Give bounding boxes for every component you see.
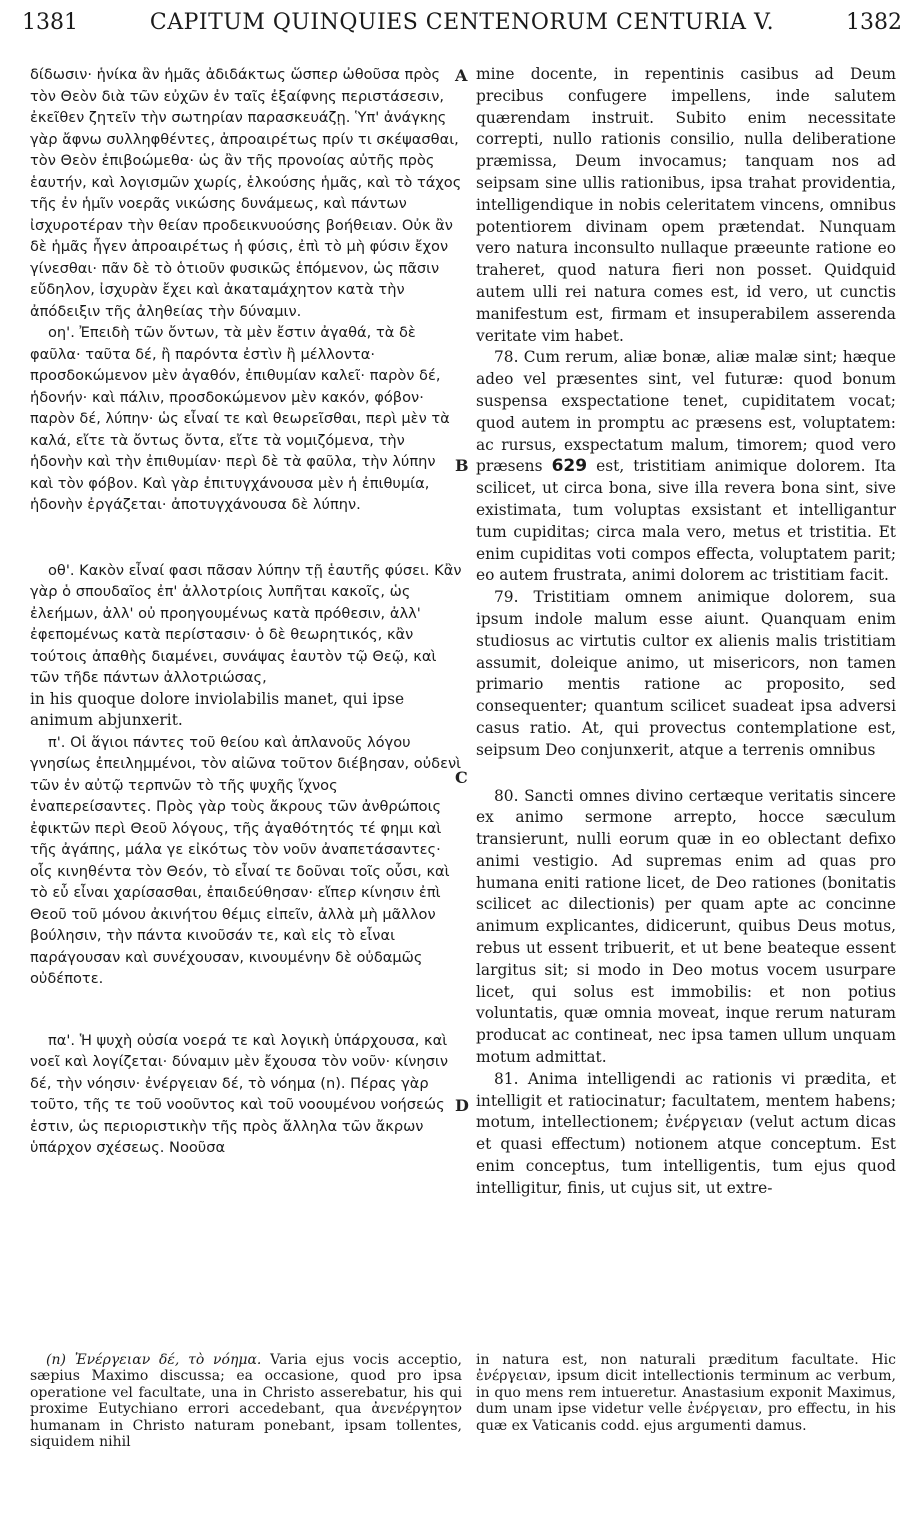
footnote-left bbox=[30, 1352, 462, 1450]
greek-paragraph-77-cont: δίδωσιν· ἡνίκα ἂν ἡμᾶς ἀδιδάκτως ὥσπερ ὠθοῦσα πρὸς τὸν Θεὸν διὰ τῶν εὐχῶν ἐν ταῖς ἐξαίφνης περιστάσεσιν, ἐκεῖθεν ζητεῖν τὴν σωτηρίαν παρασκευάζῃ. Ὑπ' ἀνάγκης γὰρ ἄφνω συλληφθέντες, ἀπροαιρέτως πρίν τι σκέψασθαι, τὸν Θεὸν ἐπιβοώμεθα· ὡς ἂν τῆς προνοίας αὐτῆς πρὸς ἑαυτήν, καὶ λογισμῶν χωρίς, ἑλκούσης ἡμᾶς, καὶ τὸ τάχος τῆς ἐν ἡμῖν νοερᾶς νικώσης δυνάμεως, καὶ πάντων ἰσχυροτέραν τὴν θείαν προδεικνυούσης βοήθειαν. Οὐκ ἂν δὲ ἡμᾶς ἦγεν ἀπροαιρέτως ἡ φύσις, ἐπὶ τὸ μὴ φύσιν ἔχον γίνεσθαι· πᾶν δὲ τὸ ὁτιοῦν φυσικῶς ἑπόμενον, ὡς πᾶσιν εὔδηλον, ἰσχυρὰν ἔχει καὶ ἀκαταμάχητον κατὰ τὴν ἀπόδειξιν τῆς ἀληθείας τὴν δύναμιν. bbox=[30, 66, 462, 320]
page-header bbox=[22, 6, 902, 42]
page-number-right: 1382 bbox=[846, 10, 902, 35]
footnote-lemma: (n) Ἐνέργειαν δέ, τὸ νόημα. bbox=[46, 1352, 262, 1368]
latin-column bbox=[476, 64, 896, 1200]
margin-marker-d: D bbox=[455, 1096, 469, 1115]
greek-paragraph-80: π'. Οἱ ἅγιοι πάντες τοῦ θείου καὶ ἀπλανοῦς λόγου γνησίως ἐπειλημμένοι, τὸν αἰῶνα τοῦτον διέβησαν, οὐδενὶ τῶν ἐν αὐτῷ τερπνῶν τὸ τῆς ψυχῆς ἴχνος ἐναπερείσαντες. Πρὸς γὰρ τοὺς ἄκρους τῶν ἀνθρώποις ἐφικτῶν περὶ Θεοῦ λόγους, τῆς ἀγαθότητός τέ φημι καὶ τῆς ἀγάπης, μάλα γε εἰκότως τὸν νοῦν ἀναπετάσαντες· οἷς κινηθέντα τὸν Θεόν, τὸ εἶναί τε δοῦναι τοῖς οὖσι, καὶ τὸ εὖ εἶναι χαρίσασθαι, ἐπαιδεύθησαν· εἴπερ κίνησιν ἐπὶ Θεοῦ τοῦ μόνου ἀκινήτου θέμις εἰπεῖν, ἀλλὰ μὴ μᾶλλον βούλησιν, τὴν πάντα κινοῦσάν τε, καὶ εἰς τὸ εἶναι παράγουσαν καὶ συνέχουσαν, κινουμένην δὲ οὐδαμῶς οὐδέποτε. bbox=[30, 733, 462, 987]
latin-insert-79: in his quoque dolore inviolabilis manet, qui ipse animum abjunxerit. bbox=[30, 689, 405, 729]
greek-column bbox=[30, 64, 462, 1159]
page-number-left: 1381 bbox=[22, 10, 78, 35]
latin-paragraph-77-cont: mine docente, in repentinis casibus ad Deum precibus confugere impellens, inde salutem quærendam instruit. Subito enim necessitate correpti, nullo rationis consilio, nulla deliberatione præmissa, Deum invocamus; tanquam nos ad seipsam sine ullis rationibus, ipsa trahat providentia, intelligendique in nobis celeritatem vincens, omnibus potentiorem divinam opem prætendat. Nunquam vero natura inconsulto nullaque præeunte ratione eo traheret, quod natura fieri non posset. Quidquid autem ulli rei natura comes est, id vero, ut cunctis manifestum est, firmam et insuperabilem asserenda veritate vim habet. bbox=[476, 65, 896, 345]
footnote-right bbox=[476, 1352, 896, 1434]
greek-paragraph-78: οη'. Ἐπειδὴ τῶν ὄντων, τὰ μὲν ἔστιν ἀγαθά, τὰ δὲ φαῦλα· ταῦτα δέ, ἢ παρόντα ἐστὶν ἢ μέλλοντα· προσδοκώμενον μὲν ἀγαθόν, ἐπιθυμίαν καλεῖ· παρὸν δέ, ἡδονήν· καὶ πάλιν, προσδοκώμενον μὲν κακόν, φόβον· παρὸν δέ, λύπην· ὡς εἶναί τε καὶ θεωρεῖσθαι, περὶ μὲν τὰ καλά, εἴτε τὰ ὄντως ὄντα, εἴτε τὰ νομιζόμενα, τὴν ἡδονὴν καὶ τὴν ἐπιθυμίαν· περὶ δὲ τὰ φαῦλα, τὴν λύπην καὶ τὸν φόβον. Καὶ γὰρ ἐπιτυγχάνουσα μὲν ἡ ἐπιθυμία, ἡδονὴν ἐργάζεται· ἀποτυγχάνουσα δὲ λύπην. bbox=[30, 324, 450, 513]
margin-marker-b: B bbox=[455, 456, 469, 475]
latin-paragraph-81: 81. Anima intelligendi ac rationis vi prædita, et intelligit et ratiocinatur; facultatem, mentem habens; motum, intellectionem; ἐνέργειαν (velut actum dicas et quasi effectum) notionem atque conceptum. Est enim conceptus, tum intelligentis, tum ejus quod intelligitur, finis, ut cujus sit, ut extre- bbox=[476, 1069, 896, 1197]
column-number-marker: 629 bbox=[551, 456, 588, 477]
footnote-n-left bbox=[30, 1352, 462, 1450]
latin-paragraph-78 bbox=[476, 347, 896, 587]
latin-paragraph-78-part2: est, tristitiam animique dolorem. Ita scilicet, ut circa bona, sive illa revera bona sint, sive existimata, tum voluptas exsistant et intelligantur tum cupiditas; circa mala vero, metus et tristitia. Et enim cupiditas voti compos effecta, voluptatem parit; eo autem frustrata, animi dolorem ac tristitiam facit. bbox=[476, 457, 896, 585]
running-title: CAPITUM QUINQUIES CENTENORUM CENTURIA V. bbox=[149, 10, 775, 35]
latin-paragraph-80: 80. Sancti omnes divino certæque veritatis sincere ex animo sermone arrepto, hocce sæculum transierunt, nulli eorum quæ in eo oblectant defixo animi vestigio. Ad supremas enim ad quas pro humana eniti ratione licet, de Deo rationes (bonitatis scilicet ac dilectionis) per quam apte ac concinne animum explicantes, didicerunt, quibus Deus motus, rebus ut essent tribuerit, et ut bene beateque essent largitus sit; si modo in Deo motus vocem usurpare licet, qui solus est immobilis: et non potius voluntatis, quæ omnia moveat, inque rerum naturam producat ac contineat, nec ipsa tamen ullum unquam motum admittat. bbox=[476, 786, 896, 1067]
greek-paragraph-79: οθ'. Κακὸν εἶναί φασι πᾶσαν λύπην τῇ ἑαυτῆς φύσει. Κἂν γὰρ ὁ σπουδαῖος ἐπ' ἀλλοτρίοις λυπῆται κακοῖς, ὡς ἐλεήμων, ἀλλ' οὐ προηγουμένως κατὰ πρόθεσιν, ἀλλ' ἐφεπομένως κατὰ περίστασιν· ὁ δὲ θεωρητικός, κἂν τούτοις ἀπαθὴς διαμένει, συνάψας ἑαυτὸν τῷ Θεῷ, καὶ τῶν τῆδε πάντων ἀλλοτριώσας, bbox=[30, 561, 462, 686]
greek-paragraph-81: πα'. Ἡ ψυχὴ οὐσία νοερά τε καὶ λογικὴ ὑπάρχουσα, καὶ νοεῖ καὶ λογίζεται· δύναμιν μὲν ἔχουσα τὸν νοῦν· κίνησιν δέ, τὴν νόησιν· ἐνέργειαν δέ, τὸ νόημα (n). Πέρας γὰρ τοῦτο, τῆς τε τοῦ νοοῦντος καὶ τοῦ νοουμένου νοήσεώς ἐστιν, ὡς περιοριστικὴν τῆς πρὸς ἄλληλα τῶν ἄκρων ὑπάρχον σχέσεως. Νοοῦσα bbox=[30, 1031, 448, 1156]
footnote-text-left: Varia ejus vocis acceptio, sæpius Maximo discussa; ea occasione, quod pro ipsa operatione vel facultate, una in Christo asserebatur, his qui proxime Eutychiano errori accedebant, qua ἀνενέργητον humanam in Christo naturam ponebant, ipsam tollentes, siquidem nihil bbox=[30, 1352, 463, 1451]
footnote-text-right: in natura est, non naturali præditum facultate. Hic ἐνέργειαν, ipsum dicit intellectionis terminum ac verbum, in quo mens rem intueretur. Anastasium exponit Maximus, dum unam ipse videtur velle ἐνέργειαν, pro effectu, in his quæ ex Vaticanis codd. ejus argumenti damus. bbox=[476, 1352, 896, 1434]
latin-paragraph-78-part1: 78. Cum rerum, aliæ bonæ, aliæ malæ sint; hæque adeo vel præsentes sint, vel futuræ: quod bonum suspensa exspectatione tenet, cupiditatem vocat; quod autem in promptu ac præsens est, voluptatem: ac rursus, exspectatum malum, timorem; quod vero præsens bbox=[476, 348, 896, 476]
margin-marker-c: C bbox=[455, 768, 468, 787]
margin-marker-a: A bbox=[455, 66, 468, 85]
latin-paragraph-79: 79. Tristitiam omnem animique dolorem, sua ipsum indole malum esse aiunt. Quanquam enim studiosus ac virtutis cultor ex alienis malis tristitiam assumit, doleique animo, ut misericors, non tamen primario mentis ratione ac proposito, sed consequenter; quantum scilicet suadeat ipsa adversi casus ratio. At, qui provectus contemplatione est, seipsum Deo conjunxerit, atque a terrenis omnibus bbox=[476, 588, 896, 759]
